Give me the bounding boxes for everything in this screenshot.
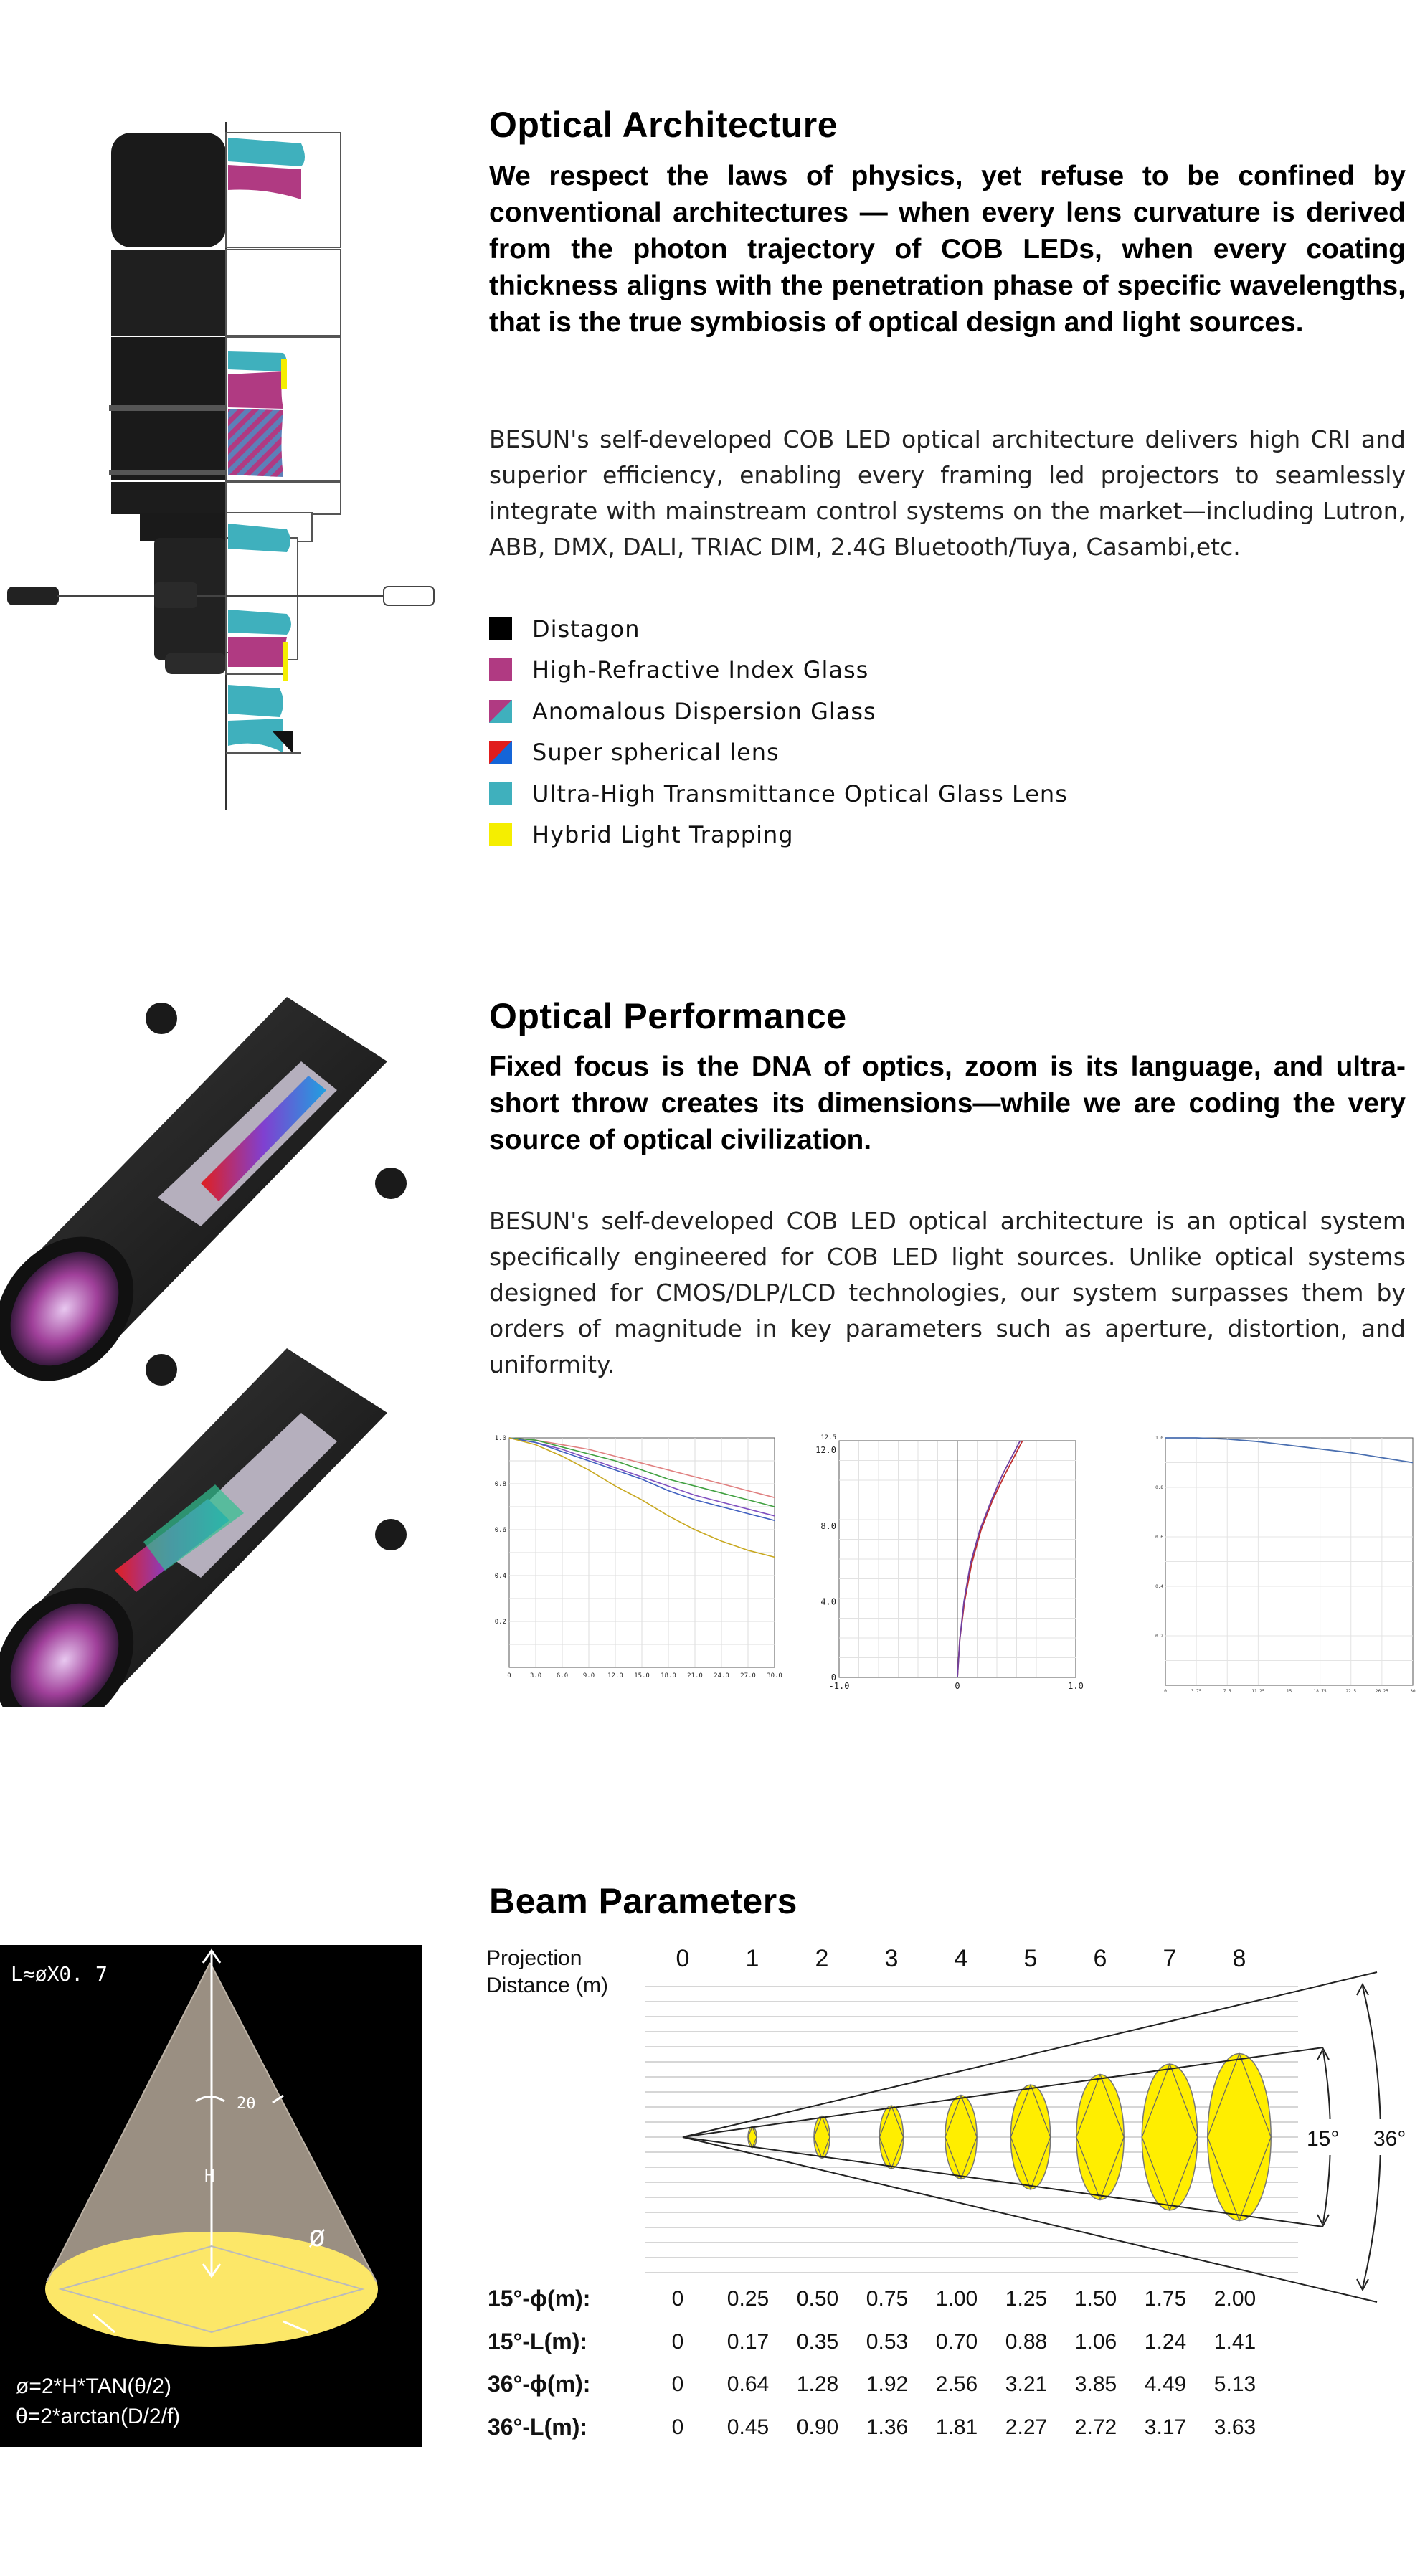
param-value: 3.63 (1213, 2415, 1256, 2439)
beam-spread-diagram (473, 1936, 1420, 2309)
angle-inner-label: 15° (1307, 2127, 1340, 2151)
x-tick-label: -1.0 (828, 1681, 850, 1691)
x-tick-label: 0 (1164, 1689, 1167, 1694)
x-tick-label: 22.5 (1345, 1689, 1356, 1694)
x-tick-label: 15.0 (634, 1672, 650, 1680)
y-tick-label: 12.5 (820, 1434, 836, 1441)
param-value: 0.64 (726, 2372, 770, 2396)
legend-label: Ultra-High Transmittance Optical Glass Lens (532, 780, 1068, 808)
param-value: 1.24 (1144, 2330, 1187, 2354)
lens-cross-section-diagram (0, 122, 459, 825)
y-tick-label: 0.8 (494, 1481, 506, 1488)
y-tick-label: 0.6 (494, 1527, 506, 1534)
projector-top (0, 997, 407, 1408)
architecture-title: Optical Architecture (489, 105, 838, 145)
cone-formula-1: ø=2*H*TAN(θ/2) (16, 2374, 172, 2398)
legend-label: Anomalous Dispersion Glass (532, 697, 876, 725)
projector-cutaway-illustration (0, 982, 430, 1707)
beam-spot (945, 2096, 977, 2179)
x-tick-label: 6.0 (556, 1672, 569, 1680)
param-value: 1.06 (1074, 2330, 1117, 2354)
param-value: 0.88 (1005, 2330, 1048, 2354)
y-tick-label: 0.2 (494, 1619, 506, 1626)
distance-tick: 5 (1023, 1945, 1038, 1972)
x-tick-label: 0 (955, 1681, 960, 1691)
relative-illumination-chart (1151, 1431, 1420, 1710)
param-value: 1.36 (866, 2415, 909, 2439)
y-tick-label: 8.0 (820, 1520, 836, 1531)
param-value: 0.70 (935, 2330, 978, 2354)
beam-spot (1208, 2054, 1271, 2221)
param-value: 1.75 (1144, 2287, 1187, 2311)
x-tick-label: 15 (1286, 1689, 1292, 1694)
param-value: 3.85 (1074, 2372, 1117, 2396)
x-tick-label: 27.0 (740, 1672, 756, 1680)
param-value: 0.75 (866, 2287, 909, 2311)
anomalous-dispersion-swatch (489, 700, 512, 723)
performance-body: BESUN's self-developed COB LED optical architecture is an optical system specifically engineered for COB LED light sources. Unlike optical systems designed for CMOS/DLP/LCD technologies, our system surpasses them by orders of magnitude in key parameters such as aperture, distortion, and uniformity. (489, 1207, 1406, 1378)
beam-spot (1010, 2085, 1050, 2189)
param-value: 1.28 (796, 2372, 839, 2396)
legend-item (489, 691, 1135, 732)
param-value: 0 (671, 2287, 684, 2311)
super-spherical-swatch (489, 741, 512, 764)
x-tick-label: 21.0 (687, 1672, 703, 1680)
x-tick-label: 3.0 (529, 1672, 542, 1680)
x-tick-label: 3.75 (1191, 1689, 1202, 1694)
angle-outer-label: 36° (1373, 2127, 1406, 2151)
param-value: 1.25 (1005, 2287, 1048, 2311)
x-tick-label: 24.0 (714, 1672, 729, 1680)
beam-spot (1076, 2075, 1124, 2200)
y-tick-label: 12.0 (815, 1445, 836, 1456)
beam-cone-diagram (0, 1945, 422, 2447)
distance-tick: 1 (745, 1945, 759, 1972)
distance-tick: 8 (1232, 1945, 1246, 1972)
y-tick-label: 0.6 (1155, 1535, 1163, 1540)
ultra-transmittance-swatch (489, 782, 512, 805)
y-tick-label: 0.4 (494, 1573, 506, 1580)
distagon-swatch (489, 617, 512, 640)
param-value: 1.00 (935, 2287, 978, 2311)
x-tick-label: 0 (507, 1672, 511, 1680)
x-tick-label: 26.25 (1375, 1689, 1388, 1694)
param-value: 0.17 (726, 2330, 770, 2354)
performance-lead: Fixed focus is the DNA of optics, zoom is its language, and ultra-short throw creates its dimensions—while we are coding the very source of optical civilization. (489, 1051, 1406, 1155)
param-value: 2.00 (1213, 2287, 1256, 2311)
param-value: 3.21 (1005, 2372, 1048, 2396)
performance-title: Optical Performance (489, 996, 847, 1036)
legend-item (489, 650, 1135, 691)
x-tick-label: 30 (1410, 1689, 1416, 1694)
lens-legend (489, 608, 1135, 856)
distance-tick: 2 (815, 1945, 829, 1972)
distance-tick: 3 (884, 1945, 899, 1972)
x-tick-label: 11.25 (1251, 1689, 1265, 1694)
cone-angle-label: 2θ (237, 2095, 256, 2113)
param-row-label: 15°-L(m): (488, 2329, 588, 2354)
param-value: 2.72 (1074, 2415, 1117, 2439)
param-value: 1.41 (1213, 2330, 1256, 2354)
param-row (488, 2371, 1420, 2414)
x-tick-label: 12.0 (607, 1672, 623, 1680)
y-tick-label: 0.8 (1155, 1485, 1163, 1490)
architecture-body: BESUN's self-developed COB LED optical architecture delivers high CRI and superior efficiency, enabling every framing led projectors to seamlessly integrate with mainstream control systems on the market—including Lutron, ABB, DMX, DALI, TRIAC DIM, 2.4G Bluetooth/Tuya, Casambi,etc. (489, 425, 1406, 561)
y-tick-label: 1.0 (494, 1435, 506, 1442)
distortion-chart (810, 1431, 1104, 1710)
param-value: 0 (671, 2415, 684, 2439)
cone-h-label: H (204, 2166, 215, 2186)
distance-tick: 4 (954, 1945, 968, 1972)
legend-label: Distagon (532, 615, 640, 643)
beam-title: Beam Parameters (489, 1881, 797, 1921)
distance-label: Distance (m) (486, 1974, 609, 1997)
cone-phi-symbol: ø (308, 2220, 326, 2253)
legend-item (489, 773, 1135, 815)
param-row (488, 2286, 1420, 2329)
param-value: 3.17 (1144, 2415, 1187, 2439)
param-value: 0.25 (726, 2287, 770, 2311)
param-value: 5.13 (1213, 2372, 1256, 2396)
legend-item (489, 732, 1135, 774)
high-refractive-swatch (489, 658, 512, 681)
param-value: 1.50 (1074, 2287, 1117, 2311)
x-tick-label: 1.0 (1068, 1681, 1084, 1691)
param-value: 0.45 (726, 2415, 770, 2439)
param-row-label: 36°-ϕ(m): (488, 2371, 591, 2397)
y-tick-label: 1.0 (1155, 1436, 1163, 1441)
beam-spot (814, 2116, 830, 2158)
x-tick-label: 7.5 (1223, 1689, 1231, 1694)
param-value: 0.53 (866, 2330, 909, 2354)
param-row (488, 2414, 1420, 2457)
param-value: 4.49 (1144, 2372, 1187, 2396)
distance-tick: 0 (676, 1945, 690, 1972)
y-tick-label: 4.0 (820, 1596, 836, 1607)
hybrid-trapping-swatch (489, 823, 512, 846)
y-tick-label: 0.4 (1155, 1584, 1163, 1589)
beam-spot (879, 2106, 903, 2168)
beam-spot (1142, 2064, 1197, 2210)
legend-item (489, 608, 1135, 650)
architecture-lead: We respect the laws of physics, yet refuse to be confined by conventional architectures — when every lens curvature is derived from the photon trajectory of COB LEDs, when every coating thickness aligns with the penetration phase of specific wavelengths, that is the true symbiosis of optical design and light sources. (489, 161, 1406, 338)
distance-tick: 7 (1163, 1945, 1177, 1972)
legend-item (489, 815, 1135, 856)
projector-bottom (0, 1348, 407, 1707)
param-row-label: 15°-ϕ(m): (488, 2286, 591, 2311)
x-tick-label: 9.0 (582, 1672, 595, 1680)
x-tick-label: 18.75 (1313, 1689, 1327, 1694)
y-tick-label: 0 (830, 1672, 836, 1682)
cone-formula-top: L≈øX0. 7 (11, 1962, 108, 1986)
param-value: 2.56 (935, 2372, 978, 2396)
beam-spot (748, 2126, 757, 2147)
x-tick-label: 18.0 (661, 1672, 676, 1680)
distance-tick: 6 (1093, 1945, 1107, 1972)
param-value: 0 (671, 2330, 684, 2354)
param-row-label: 36°-L(m): (488, 2414, 588, 2440)
param-value: 0.90 (796, 2415, 839, 2439)
legend-label: Super spherical lens (532, 739, 780, 767)
param-value: 0 (671, 2372, 684, 2396)
param-value: 1.81 (935, 2415, 978, 2439)
mtf-chart (488, 1431, 789, 1710)
legend-label: Hybrid Light Trapping (532, 821, 794, 849)
projection-label: Projection (486, 1946, 582, 1970)
legend-label: High-Refractive Index Glass (532, 656, 869, 684)
cone-formula-2: θ=2*arctan(D/2/f) (16, 2405, 181, 2428)
param-value: 0.50 (796, 2287, 839, 2311)
y-tick-label: 0.2 (1155, 1634, 1163, 1639)
param-row (488, 2329, 1420, 2372)
param-value: 2.27 (1005, 2415, 1048, 2439)
param-value: 1.92 (866, 2372, 909, 2396)
param-value: 0.35 (796, 2330, 839, 2354)
x-tick-label: 30.0 (767, 1672, 782, 1680)
